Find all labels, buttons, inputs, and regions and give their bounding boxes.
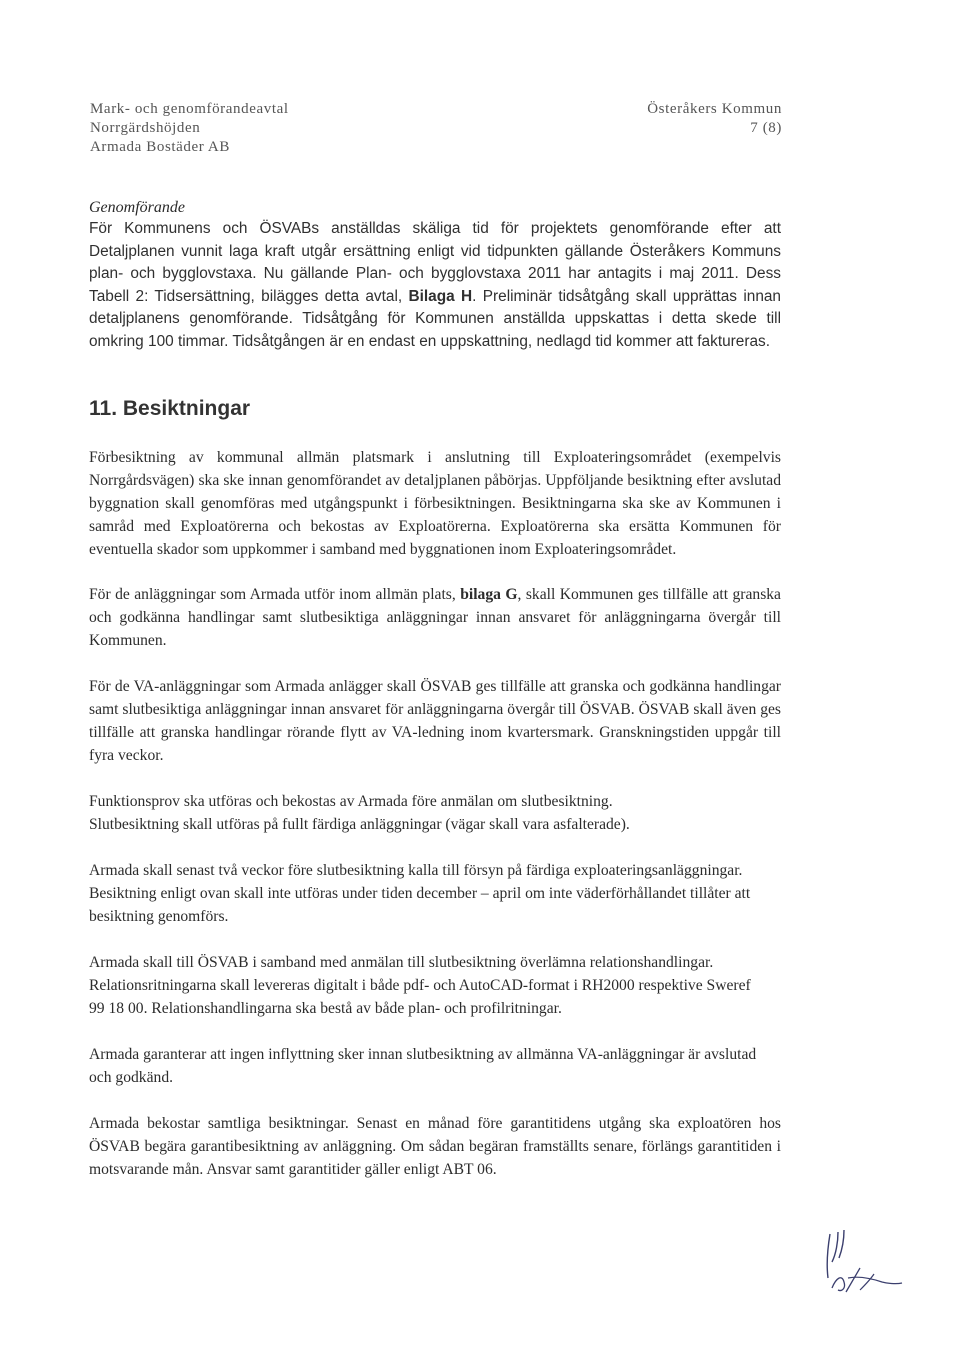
paragraph-anlaggningar — [89, 583, 781, 652]
header-project-name: Norrgärdshöjden — [90, 120, 201, 136]
paragraph-inflyttning: Armada garanterar att ingen inflyttning sker innan slutbesiktning av allmänna VA-anläggningar är avslutad och godkänd. — [89, 1046, 757, 1086]
genomforande-text-a: För Kommunens och ÖSVABs anställdas skäliga tid för projektets genomförande efter att Detaljplanen vunnit laga kraft utgår ersättning enligt vid tidpunkten gällande Österåkers Kommuns plan- och bygglovstaxa. Nu gällande Plan- och bygglovstaxa 2011 har antagits i maj 2011. Dess Tabell 2: Tidsersättning, bilägges detta avtal, — [89, 220, 781, 305]
header-agreement-title: Mark- och genomförandeavtal — [90, 101, 289, 117]
handwritten-initials-signature — [808, 1228, 904, 1298]
header-right — [647, 100, 782, 138]
paragraph-funktionsprov-line2: Slutbesiktning skall utföras på fullt färdiga anläggningar (vägar skall vara asfalterade). — [89, 816, 630, 833]
section-title-besiktningar: 11. Besiktningar — [89, 397, 251, 420]
bilaga-g-reference: bilaga G — [460, 586, 518, 603]
genomforande-heading: Genomförande — [89, 199, 185, 216]
paragraph-anlaggningar-a: För de anläggningar som Armada utför inom allmän plats, — [89, 586, 461, 603]
paragraph-garanti: Armada bekostar samtliga besiktningar. Senast en månad före garantitidens utgång ska exploatören hos ÖSVAB begära garantibesiktning av anläggning. Om sådan begäran framställts senare, förlängs garantitiden i motsvarande mån. Ansvar samt garantitider gäller enligt ABT 06. — [89, 1115, 781, 1178]
paragraph-relationshandlingar: Armada skall till ÖSVAB i samband med anmälan till slutbesiktning överlämna relationshandlingar. Relationsritningarna skall levereras digitalt i både pdf- och AutoCAD-format i RH2000 respektive Sweref 99 18 00. Relationshandlingarna ska bestå av både plan- och profilritningar. — [89, 954, 751, 1017]
paragraph-va-anlaggningar: För de VA-anläggningar som Armada anlägger skall ÖSVAB ges tillfälle att granska och godkänna handlingar samt slutbesiktiga anläggningar innan ansvaret för anläggningarna övergår till ÖSVAB. ÖSVAB skall även ges tillfälle att granska handlingar rörande flytt av VA-ledning inom kvartersmark. Granskningstiden uppgår till fyra veckor. — [89, 678, 781, 764]
genomforande-text-b: . Preliminär tidsåtgång skall upprättas innan detaljplanens genomförande. Tidsåtgång för Kommunen anställda uppskattas i detta skede till omkring 100 timmar. Tidsåtgången är en endast en uppskattning, nedlagd tid kommer att faktureras. — [89, 287, 781, 350]
header-municipality: Österåkers Kommun — [647, 101, 782, 117]
header-party-name: Armada Bostäder AB — [90, 139, 230, 155]
paragraph-funktionsprov-line1: Funktionsprov ska utföras och bekostas av Armada före anmälan om slutbesiktning. — [89, 793, 613, 810]
paragraph-funktionsprov — [89, 790, 781, 836]
bilaga-h-reference: Bilaga H — [408, 287, 473, 305]
paragraph-forbesiktning: Förbesiktning av kommunal allmän platsmark i anslutning till Exploateringsområdet (exempelvis Norrgårdsvägen) ska ske innan genomförandet av detaljplanen påbörjas. Uppföljande besiktning efter avslutad byggnation skall genomföras med utgångspunkt i förbesiktningen. Besiktningarna ska ske av Kommunen i samråd med Exploatörerna och bekostas av Exploatörerna. Exploatörerna ska ersätta Kommunen för eventuella skador som uppkommer i samband med byggnationen inom Exploateringsområdet. — [89, 449, 781, 558]
header-left — [90, 100, 289, 157]
paragraph-anlaggningar-b: , skall Kommunen ges tillfälle att granska och godkänna handlingar samt slutbesiktiga anläggningar innan ansvaret för anläggningarna övergår till Kommunen. — [89, 586, 781, 649]
genomforande-paragraph — [89, 218, 781, 354]
document-body — [89, 198, 781, 1178]
section-body — [89, 446, 781, 1181]
page-number: 7 (8) — [750, 120, 782, 136]
paragraph-slutbesiktning-kallelse: Armada skall senast två veckor före slutbesiktning kalla till försyn på färdiga exploateringsanläggningar. Besiktning enligt ovan skall inte utföras under tiden december – april om inte väderförhållandet tillåter att besiktning genomförs. — [89, 862, 751, 925]
